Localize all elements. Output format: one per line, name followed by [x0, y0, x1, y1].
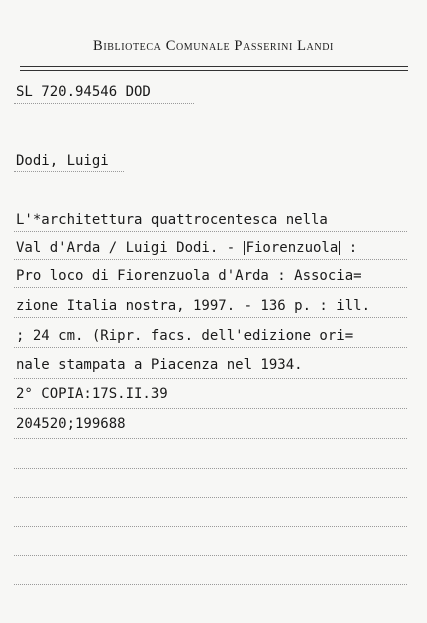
ruled-line — [14, 408, 407, 409]
place-boxed: Fiorenzuola — [245, 240, 339, 256]
ruled-line — [14, 584, 407, 585]
title-line-2 — [16, 240, 357, 256]
title-line-5: ; 24 cm. (Ripr. facs. dell'edizione ori= — [16, 328, 354, 344]
ruled-line — [14, 378, 407, 379]
title-line-2-text: Val d'Arda / Luigi Dodi. - — [16, 240, 244, 256]
inventory-numbers: 204520;199688 — [16, 416, 126, 432]
ruled-line — [14, 468, 407, 469]
header-rule-top — [20, 66, 408, 67]
ruled-line — [14, 526, 407, 527]
copy-note: 2° COPIA:17S.II.39 — [16, 386, 168, 402]
ruled-line — [14, 497, 407, 498]
call-number: SL 720.94546 DOD — [16, 84, 151, 100]
title-line-6: nale stampata a Piacenza nel 1934. — [16, 357, 303, 373]
ruled-line — [14, 347, 407, 348]
ruled-line — [14, 171, 124, 172]
ruled-line — [14, 555, 407, 556]
ruled-line — [14, 438, 407, 439]
library-header: Biblioteca Comunale Passerini Landi — [93, 38, 334, 54]
title-line-1: L'*architettura quattrocentesca nella — [16, 212, 328, 228]
title-line-4: zione Italia nostra, 1997. - 136 p. : ill. — [16, 298, 371, 314]
ruled-line — [14, 287, 407, 288]
ruled-line — [14, 317, 407, 318]
ruled-line — [14, 231, 407, 232]
author-heading: Dodi, Luigi — [16, 153, 109, 169]
ruled-line — [14, 259, 407, 260]
title-line-3: Pro loco di Fiorenzuola d'Arda : Associa= — [16, 268, 362, 284]
title-line-2-end: : — [340, 240, 358, 256]
ruled-line — [14, 103, 194, 104]
header-rule-bottom — [20, 70, 408, 71]
